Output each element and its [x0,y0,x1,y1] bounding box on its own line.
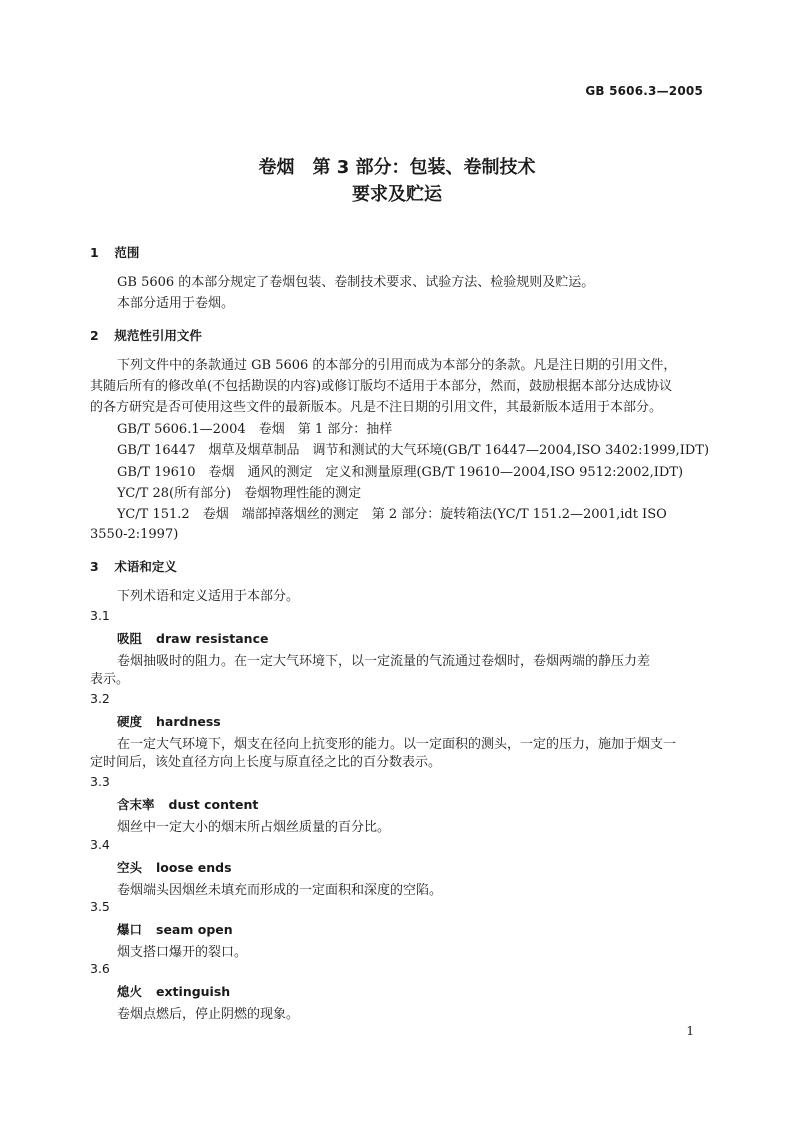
term-definition: 卷烟抽吸时的阻力。在一定大气环境下，以一定流量的气流通过卷烟时，卷烟两端的静压力差 [117,654,651,669]
section-title: 规范性引用文件 [114,328,202,343]
term-english: hardness [156,714,221,729]
term-entry [117,858,232,876]
reference-item: GB/T 16447 烟草及烟草制品 调节和测试的大气环境(GB/T 16447—2004,ISO 3402:1999,IDT) [117,443,710,458]
reference-item: YC/T 151.2 卷烟 端部掉落烟丝的测定 第 2 部分：旋转箱法(YC/T 151.2—2001,idt ISO [117,507,667,522]
section-heading-normative-references [90,326,202,344]
paragraph: GB 5606 的本部分规定了卷烟包装、卷制技术要求、试验方法、检验规则及贮运。 [117,275,595,290]
term-definition: 烟支搭口爆开的裂口。 [117,945,248,960]
term-entry [117,795,258,813]
paragraph-line: 其随后所有的修改单(不包括勘误的内容)或修订版均不适用于本部分，然而，鼓励根据本部分达成协议 [90,379,673,394]
section-number: 2 [90,328,99,343]
clause-number: 3.1 [90,608,110,623]
paragraph: 本部分适用于卷烟。 [117,296,235,311]
clause-number: 3.5 [90,899,110,914]
section-number: 1 [90,245,99,260]
term-english: dust content [168,797,259,812]
standard-number: GB 5606.3—2005 [585,84,703,98]
document-title-line2: 要求及贮运 [352,184,442,205]
term-entry [117,712,221,730]
term-entry [117,982,230,1000]
term-definition-continuation: 定时间后，该处直径方向上长度与原直径之比的百分数表示。 [90,755,442,770]
term-definition: 烟丝中一定大小的烟末所占烟丝质量的百分比。 [117,820,391,835]
document-title: 卷烟 第 3 部分：包装、卷制技术 [258,157,536,178]
reference-item: GB/T 5606.1—2004 卷烟 第 1 部分：抽样 [117,422,393,437]
term-english: extinguish [156,984,231,999]
term-chinese: 吸阻 [117,631,143,646]
term-definition: 在一定大气环境下，烟支在径向上抗变形的能力。以一定面积的测头，一定的压力，施加于烟支一 [117,737,677,752]
term-english: seam open [156,922,233,937]
section-number: 3 [90,559,99,574]
paragraph-line: 下列文件中的条款通过 GB 5606 的本部分的引用而成为本部分的条款。凡是注日期的引用文件， [117,358,677,373]
term-chinese: 空头 [117,860,143,875]
reference-item: GB/T 19610 卷烟 通风的测定 定义和测量原理(GB/T 19610—2004,ISO 9512:2002,IDT) [117,465,684,480]
term-chinese: 硬度 [117,714,143,729]
paragraph-line: 的各方研究是否可使用这些文件的最新版本。凡是不注日期的引用文件，其最新版本适用于本部分。 [90,400,663,415]
reference-item-continuation: 3550-2:1997) [90,527,179,542]
page-number: 1 [686,1024,694,1038]
term-definition: 卷烟端头因烟丝未填充而形成的一定面积和深度的空陷。 [117,883,443,898]
term-entry [117,920,233,938]
section-title: 术语和定义 [114,559,177,574]
paragraph: 下列术语和定义适用于本部分。 [117,589,300,604]
term-entry [117,629,268,647]
clause-number: 3.3 [90,774,110,789]
term-english: draw resistance [156,631,269,646]
section-title: 范围 [114,245,140,260]
term-chinese: 爆口 [117,922,143,937]
clause-number: 3.6 [90,961,110,976]
reference-item: YC/T 28(所有部分) 卷烟物理性能的测定 [117,486,362,501]
section-heading-terms [90,557,177,575]
term-chinese: 熄火 [117,984,143,999]
clause-number: 3.2 [90,691,110,706]
term-english: loose ends [156,860,232,875]
term-chinese: 含末率 [117,797,155,812]
section-heading-scope [90,243,139,261]
term-definition: 卷烟点燃后，停止阴燃的现象。 [117,1007,300,1022]
clause-number: 3.4 [90,837,110,852]
term-definition-continuation: 表示。 [90,672,130,687]
